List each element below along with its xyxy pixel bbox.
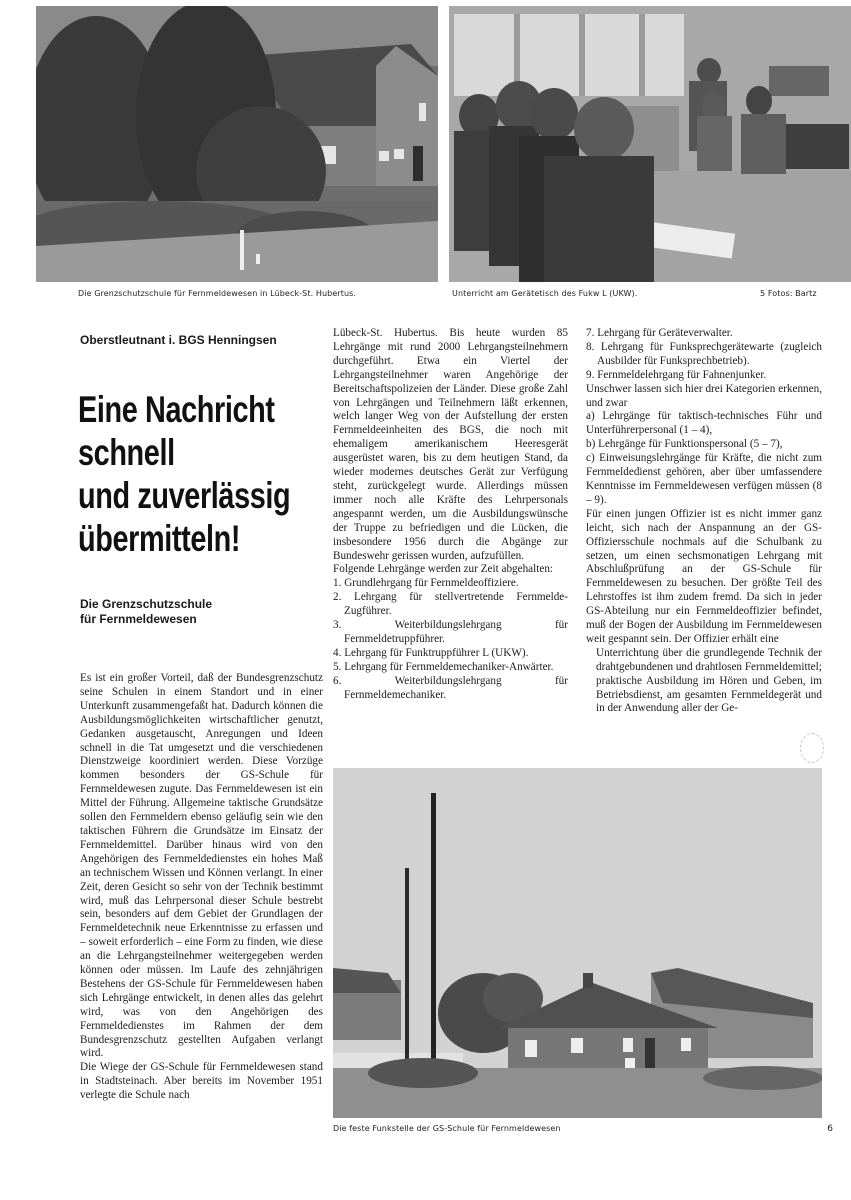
body-paragraph: Für einen jungen Offizier ist es nicht immer ganz leicht, sich nach der Anspannung an der GS-Offiziersschule nochmals auf die Schulbank zu setzen, um einen sechsmonatigen Lehrgang mit Abschlußprüfung an der GS-Schule für Fernmeldewesen zu besuchen. Der größte Teil des Lehrstoffes ist ihm zudem fremd. Da sich in jeder GS-Abteilung nur ein Fernmeldeoffizier befindet, muß der Bogen der Ausbildung im Fernmeldewesen weit gespannt sein. Der Offizier erhält eine	[586, 507, 822, 645]
course-list-item: 9. Fernmeldelehrgang für Fahnenjunker.	[586, 368, 767, 381]
headline-line-1: Eine Nachricht	[78, 389, 275, 430]
article-column-2	[333, 327, 568, 702]
photo-caption-school-building: Die Grenzschutzschule für Fernmeldewesen in Lübeck-St. Hubertus.	[78, 289, 357, 298]
body-paragraph: Unschwer lassen sich hier drei Kategorien erkennen, und zwar	[586, 382, 822, 409]
course-list-item: 7. Lehrgang für Geräteverwalter.	[586, 327, 733, 339]
classroom-image	[449, 6, 851, 282]
course-list-item: 2. Lehrgang für stellvertretende Fernmelde-Zugführer.	[333, 591, 568, 618]
photo-credit: 5 Fotos: Bartz	[760, 289, 817, 298]
course-list-continued	[586, 327, 822, 383]
course-list-item: 1. Grundlehrgang für Fernmeldeoffiziere.	[333, 577, 519, 590]
body-paragraph: Die Wiege der GS-Schule für Fernmeldewesen stand in Stadtsteinach. Aber bereits im November 1951 verlegte die Schule nach	[80, 1061, 323, 1102]
body-paragraph: Lübeck-St. Hubertus. Bis heute wurden 85 Lehrgänge mit rund 2000 Lehrgangsteilnehmern durchgeführt. Etwa ein Viertel der Lehrgangsteilnehmer waren Angehörige der Bereitschaftspolizeien der Länder. Diese große Zahl von Lehrgängen und Teilnehmern läßt erkennen, welch langer Weg von der Aufstellung der ersten Fernmeldeeinheiten des BGS, die noch mit ehemaligem amerikanischem Heeresgerät ausgerüstet waren, bis zu dem heutigen Stand, da wieder modernes deutsches Gerät zur Verfügung steht, zurückgelegt wurde. Allerdings müssen immer noch alle Kräfte des Lehrpersonals angespannt werden, um die Ausbildungswünsche der Truppe zu befriedigen und die Lücken, die insbesondere 1956 durch die Abgänge zur Bundeswehr gerissen wurden, aufzufüllen.	[333, 327, 568, 562]
page-number: 6	[827, 1124, 833, 1134]
body-paragraph: Folgende Lehrgänge werden zur Zeit abgehalten:	[333, 563, 554, 576]
category-item: b) Lehrgänge für Funktionspersonal (5 – 7),	[586, 438, 783, 451]
training-item: Unterrichtung über die grundlegende Technik der drahtgebundenen und drahtlosen Fernmeldemittel;	[596, 646, 822, 673]
subhead-line-1: Die Grenzschutzschule	[80, 597, 213, 611]
headline-line-2: schnell	[78, 432, 175, 473]
article-subhead	[80, 597, 212, 627]
photo-classroom	[449, 6, 851, 282]
photo-caption-radio-station: Die feste Funkstelle der GS-Schule für Fernmeldewesen	[333, 1124, 561, 1133]
course-list-item: 3. Weiterbildungslehrgang für Fernmeldetruppführer.	[333, 619, 568, 645]
photo-caption-classroom: Unterricht am Gerätetisch des Fukw L (UKW).	[452, 289, 638, 298]
category-item: c) Einweisungslehrgänge für Kräfte, die nicht zum Fernmeldedienst gehören, aber über umfassendere Kenntnisse im Fernmeldewesen verfügen müssen (8 – 9).	[586, 452, 822, 506]
photo-school-building	[36, 6, 438, 282]
training-item: praktische Ausbildung im Hören und Geben, im Betriebsdienst, am gesamten Fernmeldegerät und in der Anwendung aller der Ge-	[596, 674, 822, 715]
author-byline: Oberstleutnant i. BGS Henningsen	[80, 333, 277, 347]
radio-station-image	[333, 768, 822, 1118]
category-item: a) Lehrgänge für taktisch-technisches Führ und Unterführerpersonal (1 – 4),	[586, 410, 822, 437]
course-list-item: 8. Lehrgang für Funksprechgerätewarte (zugleich Ausbilder für Funksprechbetrieb).	[586, 340, 822, 367]
subhead-line-2: für Fernmeldewesen	[80, 612, 197, 626]
body-paragraph: Es ist ein großer Vorteil, daß der Bundesgrenzschutz seine Schulen in einem Standort und in einer Unterkunft zusammengefaßt hat. Dadurch können die Ausbildungsmöglichkeiten wirtschaftlicher genutzt, Gedanken ausgetauscht, Anregungen und Ideen schnell in die Tat umgesetzt und die verschiedenen Dienstzweige koordiniert werden. Diese Vorzüge kommen besonders der GS-Schule für Fernmeldewesen zugute. Das Fernmeldewesen ist ein Mittel der Führung. Allgemeine taktische Grundsätze sollen den Fernmeldern ebenso geläufig sein wie den taktischen Führern die Grundsätze im Einsatz der Fernmeldemittel. Darüber hinaus wird von den Angehörigen des Fernmeldedienstes ein hohes Maß an technischem Wissen und Können verlangt. In einer Zeit, deren Gesicht so sehr von der Technik bestimmt wird, muß das Lehrpersonal dieser Schule bestrebt sein, besonders auf dem Gebiet der Grundlagen der Fernmeldetechnik neue Erkenntnisse zu erfassen und – soweit erforderlich – eine Form zu finden, wie diese an die Lehrgangsteilnehmer weitergegeben werden können oder müssen. Im Laufe des zehnjährigen Bestehens der GS-Schule für Fernmeldewesen haben sich Lehrgänge entwickelt, in denen alles das gelehrt wird, was von den Angehörigen des Fernmeldedienstes im Rahmen der dem Bundesgrenzschutz gestellten Aufgaben verlangt wird.	[80, 672, 323, 1060]
article-column-1	[80, 672, 323, 1103]
photo-radio-station	[333, 768, 822, 1118]
headline-line-4: übermitteln!	[78, 518, 241, 559]
punch-hole-mark	[800, 733, 824, 763]
headline-line-3: und zuverlässig	[78, 475, 291, 516]
school-building-image	[36, 6, 438, 282]
course-list-item: 4. Lehrgang für Funktruppführer L (UKW).	[333, 646, 529, 659]
article-column-3	[586, 327, 822, 716]
article-headline	[78, 388, 291, 560]
course-list-item: 6. Weiterbildungslehrgang für Fernmeldemechaniker.	[333, 674, 568, 701]
course-list	[333, 577, 568, 702]
course-list-item: 5. Lehrgang für Fernmeldemechaniker-Anwärter.	[333, 660, 554, 673]
